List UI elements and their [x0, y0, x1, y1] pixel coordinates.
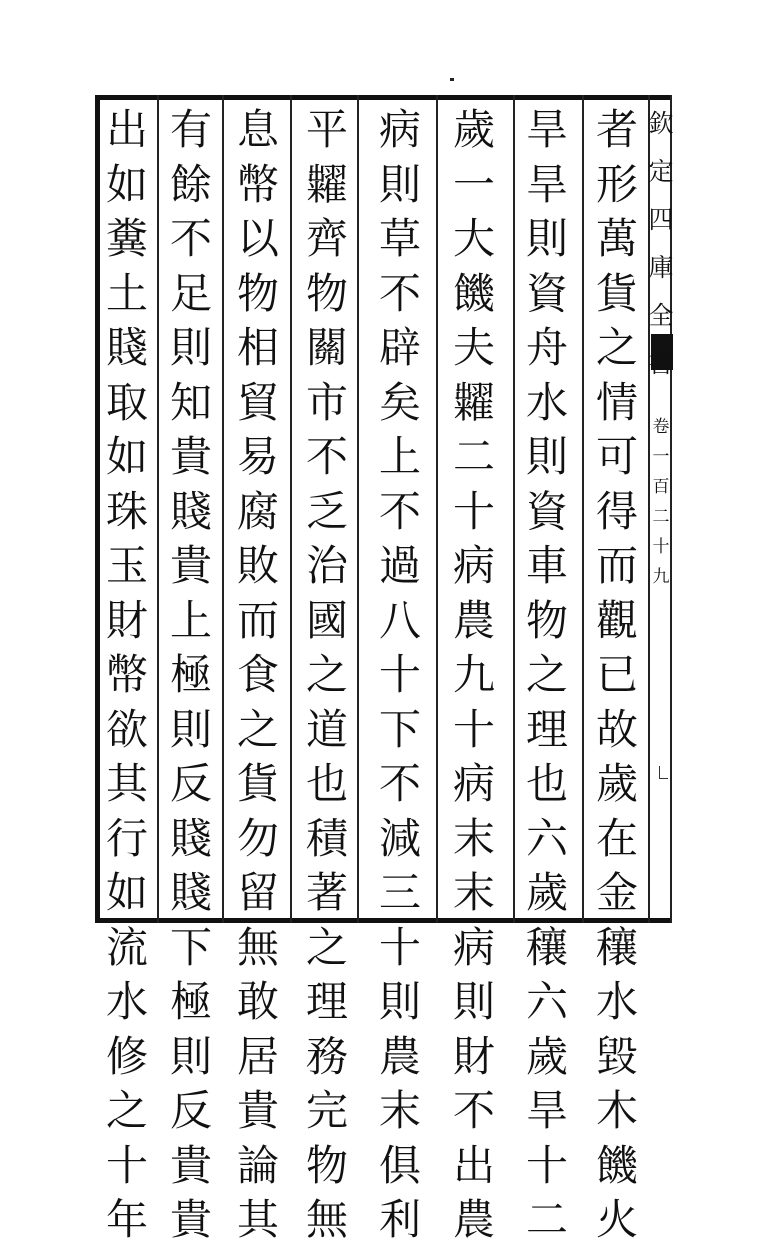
character: 觀 [595, 595, 638, 645]
character: 物 [525, 595, 568, 645]
character: 而 [595, 541, 638, 590]
character: 十 [378, 922, 421, 972]
character: 財 [452, 1031, 495, 1081]
text-column-6 [231, 103, 285, 1244]
character: 知 [169, 377, 212, 427]
character: 上 [169, 595, 212, 645]
character: 六 [525, 977, 568, 1026]
character: 舟 [525, 323, 568, 372]
character: 則 [378, 977, 421, 1026]
character: 賤 [169, 868, 212, 917]
character: 敢 [236, 977, 279, 1026]
character: 形 [595, 159, 638, 209]
character: 十 [452, 704, 495, 754]
character: 則 [169, 1031, 212, 1081]
character: 欽 [648, 109, 674, 138]
character: 物 [305, 268, 348, 318]
character: 農 [452, 595, 495, 645]
character: 水 [595, 977, 638, 1026]
character: 歲 [525, 1031, 568, 1081]
character: 二 [525, 1195, 568, 1244]
character: 敗 [236, 541, 279, 590]
character: 齊 [305, 214, 348, 263]
character: 末 [452, 868, 495, 917]
character: 不 [305, 432, 348, 481]
character: 而 [236, 595, 279, 645]
character: 完 [305, 1086, 348, 1135]
character: 穰 [525, 922, 568, 972]
character: 幣 [105, 650, 148, 699]
character: 反 [169, 759, 212, 808]
character: 著 [305, 868, 348, 917]
margin-volume [647, 412, 675, 592]
character: 土 [105, 268, 148, 318]
character: 饑 [452, 268, 495, 318]
character: 流 [105, 922, 148, 972]
character: 者 [595, 105, 638, 154]
character: 玉 [105, 541, 148, 590]
character: 糶 [305, 159, 348, 209]
character: 木 [595, 1086, 638, 1135]
character: 旱 [525, 105, 568, 154]
character: 下 [169, 922, 212, 972]
character: 書 [648, 349, 674, 378]
character: 減 [378, 813, 421, 863]
character: 出 [452, 1140, 495, 1190]
character: 得 [595, 486, 638, 536]
character: 之 [595, 323, 638, 372]
character: 乏 [305, 486, 348, 536]
character: 定 [648, 157, 674, 186]
character: 二 [652, 507, 670, 527]
character: 六 [525, 813, 568, 863]
character: 過 [378, 541, 421, 590]
character: 資 [525, 268, 568, 318]
column-rule [513, 95, 515, 923]
character: 不 [378, 486, 421, 536]
character: 出 [105, 105, 148, 154]
character: 物 [236, 268, 279, 318]
character: 農 [452, 1195, 495, 1244]
character: 不 [169, 214, 212, 263]
character: 之 [305, 922, 348, 972]
character: 貨 [236, 759, 279, 808]
character: 極 [169, 977, 212, 1026]
character: 道 [305, 704, 348, 754]
character: 欲 [105, 704, 148, 754]
character: 也 [305, 759, 348, 808]
character: 貴 [169, 1140, 212, 1190]
character: 積 [305, 813, 348, 863]
character: 毀 [595, 1031, 638, 1081]
column-rule [582, 95, 584, 923]
character: 不 [378, 759, 421, 808]
character: 則 [525, 432, 568, 481]
character: 貴 [236, 1086, 279, 1135]
character: 無 [305, 1195, 348, 1244]
character: 極 [169, 650, 212, 699]
character: 卷 [652, 417, 670, 437]
character: 饑 [595, 1140, 638, 1190]
character: 穰 [595, 922, 638, 972]
character: 則 [378, 159, 421, 209]
character: 貴 [169, 432, 212, 481]
character: 大 [452, 214, 495, 263]
character: 幣 [236, 159, 279, 209]
character: 草 [378, 214, 421, 263]
character: 火 [595, 1195, 638, 1244]
character: 貿 [236, 377, 279, 427]
text-column-1 [590, 103, 644, 1244]
character: 之 [525, 650, 568, 699]
character: 糶 [452, 377, 495, 427]
character: 關 [305, 323, 348, 372]
character: 已 [595, 650, 638, 699]
character: 八 [378, 595, 421, 645]
character: 百 [652, 477, 670, 497]
character: 三 [378, 868, 421, 917]
character: 夫 [452, 323, 495, 372]
character: 庫 [648, 253, 674, 282]
character: 病 [452, 541, 495, 590]
character: 末 [452, 813, 495, 863]
character: 十 [452, 486, 495, 536]
character: 如 [105, 432, 148, 481]
character: 不 [452, 1086, 495, 1135]
character: 車 [525, 541, 568, 590]
character: 勿 [236, 813, 279, 863]
character: 其 [105, 759, 148, 808]
character: 一 [452, 159, 495, 209]
character: 歲 [595, 759, 638, 808]
character: 反 [169, 1086, 212, 1135]
character: 末 [378, 1086, 421, 1135]
character: 水 [525, 377, 568, 427]
character: 也 [525, 759, 568, 808]
character: 辟 [378, 323, 421, 372]
character: 以 [236, 214, 279, 263]
character: 年 [105, 1195, 148, 1244]
margin-title [647, 100, 675, 388]
character: 足 [169, 268, 212, 318]
character: 十 [652, 537, 670, 557]
column-rule [290, 95, 292, 923]
character: 相 [236, 323, 279, 372]
character: 歲 [525, 868, 568, 917]
ink-speck [450, 78, 454, 81]
character: 餘 [169, 159, 212, 209]
character: 留 [236, 868, 279, 917]
character: 息 [236, 105, 279, 154]
character: 賤 [169, 813, 212, 863]
character: 賤 [169, 486, 212, 536]
character: 下 [378, 704, 421, 754]
character: 故 [595, 704, 638, 754]
character: 理 [525, 704, 568, 754]
character: 旱 [525, 1086, 568, 1135]
character: 病 [452, 922, 495, 972]
character: 一 [652, 447, 670, 467]
character: 其 [236, 1195, 279, 1244]
character: 可 [595, 432, 638, 481]
character: 情 [595, 377, 638, 427]
character: 珠 [105, 486, 148, 536]
character: 如 [105, 159, 148, 209]
character: 糞 [105, 214, 148, 263]
character: 貨 [595, 268, 638, 318]
character: 歲 [452, 105, 495, 154]
character: 無 [236, 922, 279, 972]
character: 論 [236, 1140, 279, 1190]
text-column-3 [447, 103, 501, 1244]
text-column-2 [520, 103, 574, 1244]
character: 在 [595, 813, 638, 863]
column-rule [436, 95, 438, 923]
text-column-5 [300, 103, 354, 1244]
character: 有 [169, 105, 212, 154]
character: 十 [525, 1140, 568, 1190]
column-rule [157, 95, 159, 923]
margin-tick [659, 766, 668, 779]
character: 之 [105, 1086, 148, 1135]
character: 資 [525, 486, 568, 536]
character: 矣 [378, 377, 421, 427]
character: 十 [105, 1140, 148, 1190]
character: 理 [305, 977, 348, 1026]
character: 國 [305, 595, 348, 645]
character: 平 [305, 105, 348, 154]
character: 賤 [105, 323, 148, 372]
character: 四 [648, 205, 674, 234]
character: 則 [169, 704, 212, 754]
character: 則 [452, 977, 495, 1026]
character: 貴 [169, 1195, 212, 1244]
character: 利 [378, 1195, 421, 1244]
character: 九 [452, 650, 495, 699]
character: 之 [236, 704, 279, 754]
character: 行 [105, 813, 148, 863]
character: 之 [305, 650, 348, 699]
character: 貴 [169, 541, 212, 590]
character: 俱 [378, 1140, 421, 1190]
character: 水 [105, 977, 148, 1026]
character: 病 [378, 105, 421, 154]
character: 則 [169, 323, 212, 372]
column-rule [357, 95, 359, 923]
character: 九 [652, 567, 670, 587]
character: 如 [105, 868, 148, 917]
character: 食 [236, 650, 279, 699]
column-rule [222, 95, 224, 923]
character: 務 [305, 1031, 348, 1081]
character: 病 [452, 759, 495, 808]
text-column-8 [100, 103, 154, 1244]
character: 腐 [236, 486, 279, 536]
character: 則 [525, 214, 568, 263]
character: 萬 [595, 214, 638, 263]
character: 旱 [525, 159, 568, 209]
character: 上 [378, 432, 421, 481]
character: 治 [305, 541, 348, 590]
character: 居 [236, 1031, 279, 1081]
character: 市 [305, 377, 348, 427]
text-column-4 [373, 103, 427, 1244]
character: 修 [105, 1031, 148, 1081]
character: 全 [648, 301, 674, 330]
character: 金 [595, 868, 638, 917]
character: 二 [452, 432, 495, 481]
character: 物 [305, 1140, 348, 1190]
character: 財 [105, 595, 148, 645]
text-column-7 [164, 103, 218, 1244]
character: 不 [378, 268, 421, 318]
character: 農 [378, 1031, 421, 1081]
character: 十 [378, 650, 421, 699]
character: 易 [236, 432, 279, 481]
character: 取 [105, 377, 148, 427]
